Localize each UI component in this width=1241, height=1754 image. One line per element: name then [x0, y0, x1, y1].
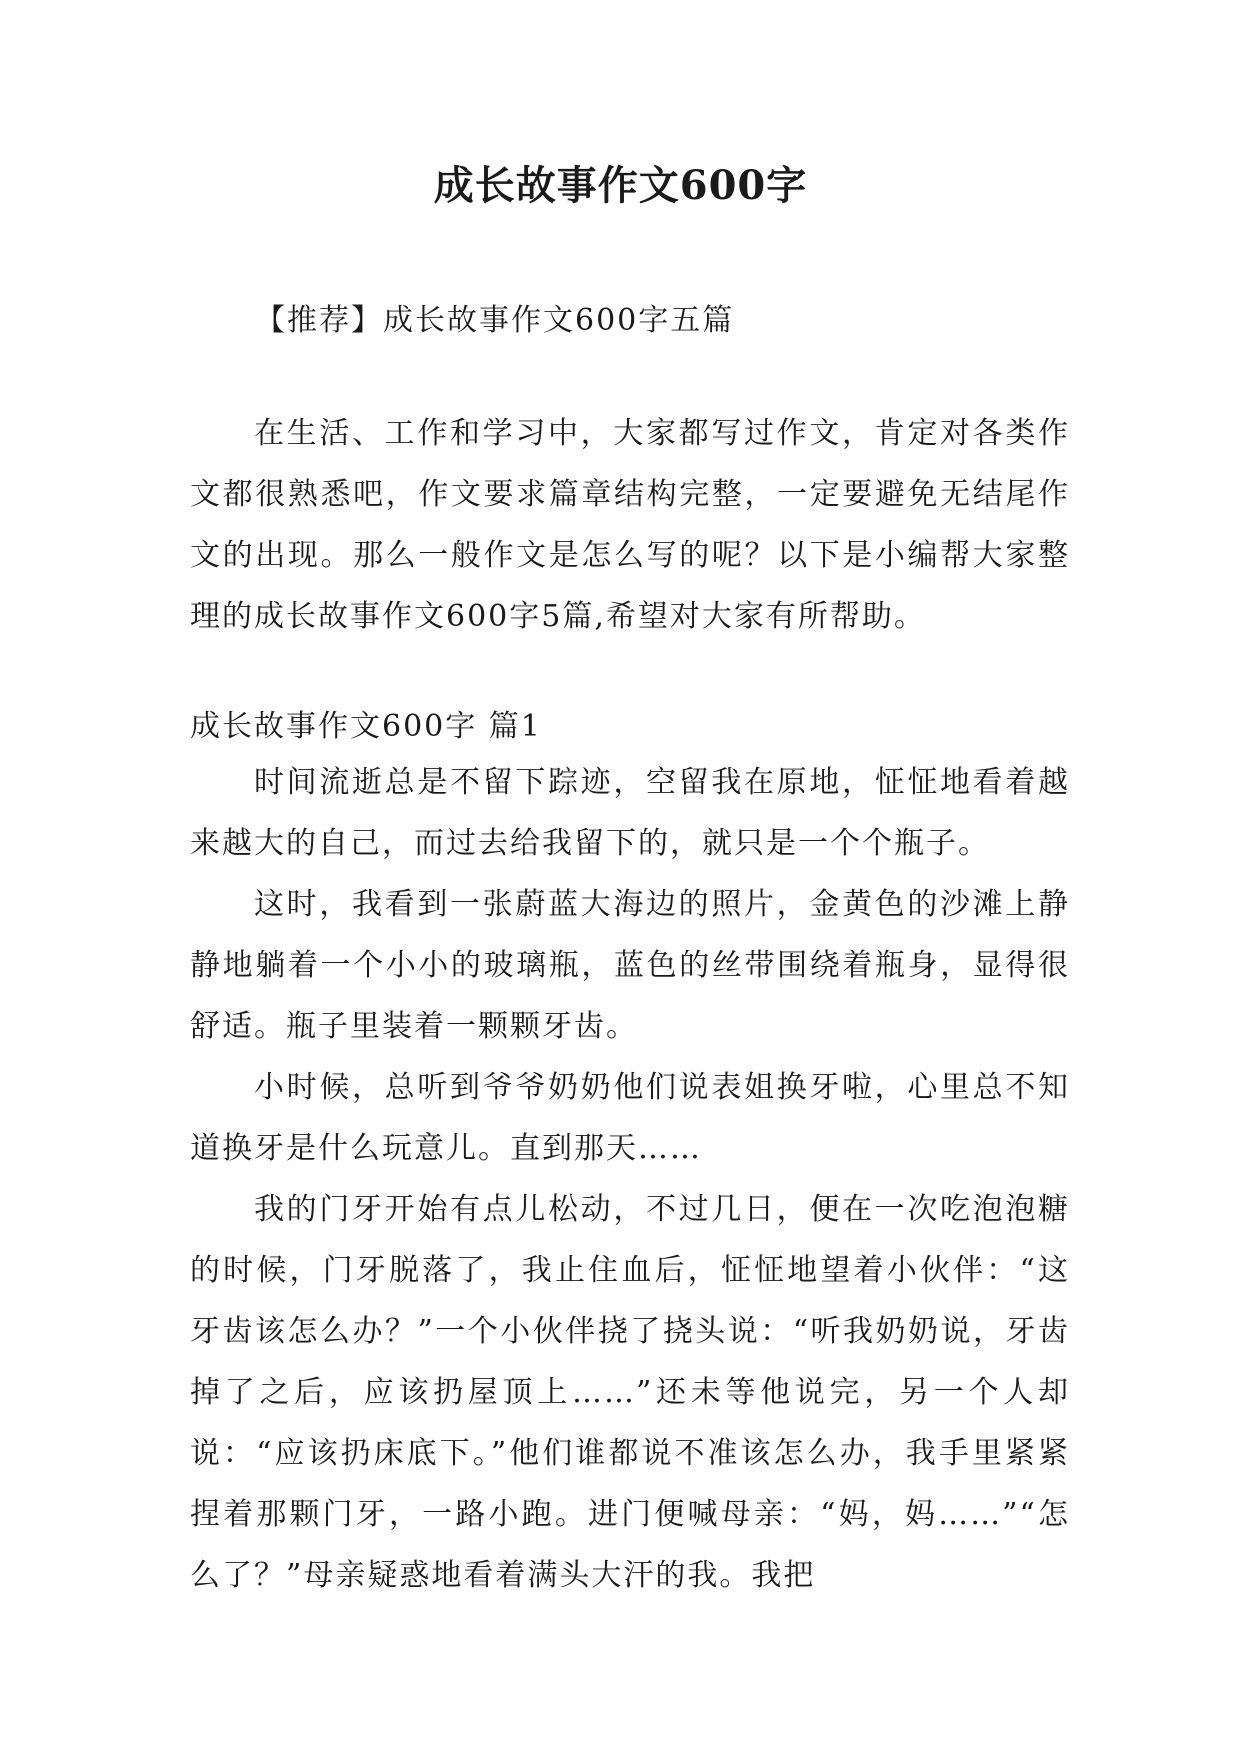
intro-paragraph: 在生活、工作和学习中，大家都写过作文，肯定对各类作文都很熟悉吧，作文要求篇章结构完整，一定要避免无结尾作文的出现。那么一般作文是怎么写的呢？以下是小编帮大家整理的成长故事作文600字5篇,希望对大家有所帮助。	[190, 416, 1070, 634]
essay-paragraph: 时间流逝总是不留下踪迹，空留我在原地，怔怔地看着越来越大的自己，而过去给我留下的，就只是一个个瓶子。	[190, 765, 1070, 861]
essay-body	[190, 752, 1070, 1606]
essay-paragraph: 小时候，总听到爷爷奶奶他们说表姐换牙啦，心里总不知道换牙是什么玩意儿。直到那天……	[190, 1070, 1070, 1166]
recommend-line: 【推荐】成长故事作文600字五篇	[255, 303, 735, 338]
section-heading: 成长故事作文600字 篇1	[190, 709, 542, 744]
essay-paragraph: 这时，我看到一张蔚蓝大海边的照片，金黄色的沙滩上静静地躺着一个小小的玻璃瓶，蓝色的丝带围绕着瓶身，显得很舒适。瓶子里装着一颗颗牙齿。	[190, 887, 1070, 1044]
document-title: 成长故事作文600字	[433, 162, 808, 209]
essay-paragraph: 我的门牙开始有点儿松动，不过几日，便在一次吃泡泡糖的时候，门牙脱落了，我止住血后，怔怔地望着小伙伴：“这牙齿该怎么办？”一个小伙伴挠了挠头说：“听我奶奶说，牙齿掉了之后，应该扔屋顶上……”还未等他说完，另一个人却说：“应该扔床底下。”他们谁都说不准该怎么办，我手里紧紧捏着那颗门牙，一路小跑。进门便喊母亲：“妈，妈……”“怎么了？”母亲疑惑地看着满头大汗的我。我把	[190, 1192, 1070, 1593]
